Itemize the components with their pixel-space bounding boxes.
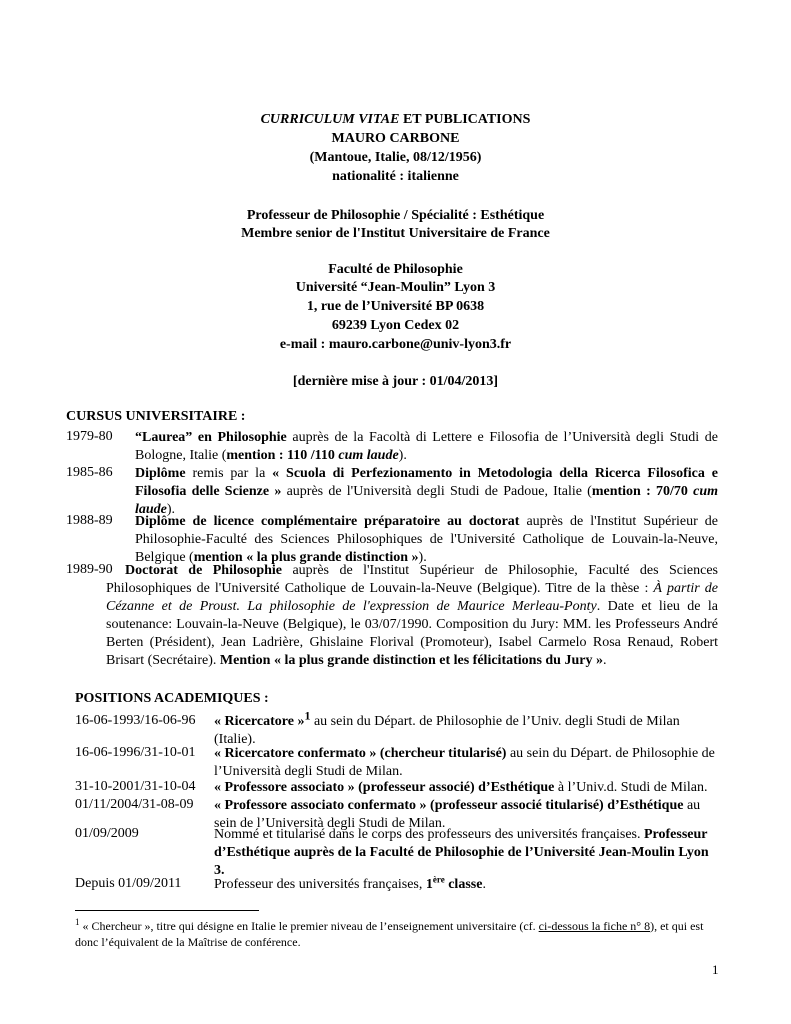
role-line-1: Professeur de Philosophie / Spécialité : Esthétique	[246, 208, 545, 223]
position-entry-3: « Professore associato » (professeur associé) d’Esthétique à l’Univ.d. Studi de Milan.	[214, 780, 708, 795]
footnote-separator	[75, 910, 259, 911]
cursus-date-2: 1985-86	[66, 465, 113, 480]
cursus-date-4: 1989-90	[66, 562, 113, 577]
position-date-3: 31-10-2001/31-10-04	[75, 779, 196, 794]
footnote-ref-1[interactable]: 1	[304, 708, 311, 723]
positions-heading: POSITIONS ACADEMIQUES :	[75, 691, 269, 706]
cursus-heading: CURSUS UNIVERSITAIRE :	[66, 409, 246, 424]
footnote-1: $^1$ « Chercheur », titre qui désigne en Italie le premier niveau de l’enseignement universitaire (cf. ci-dessous la fiche n° 8), et qui est donc l’équivalent de la Maîtrise de conférence.	[75, 917, 704, 949]
author-name: MAURO CARBONE	[331, 131, 460, 146]
address-faculty: Faculté de Philosophie	[328, 262, 463, 277]
email-line: e-mail : mauro.carbone@univ-lyon3.fr	[279, 337, 512, 352]
birth-info: (Mantoue, Italie, 08/12/1956)	[309, 150, 482, 165]
address-city: 69239 Lyon Cedex 02	[331, 318, 460, 333]
cursus-entry-4: Doctorat de Philosophie auprès de l'Institut Supérieur de Philosophie, Faculté des Sciences Philosophiques de l'Université Catholique de Louvain-la-Neuve (Belgique). Titre de la thèse : À partir de Cézanne et de Proust. La philosophie de l'expression de Maurice Merleau-Ponty. Date et lieu de la soutenance: Louvain-la-Neuve (Belgique), le 03/07/1990. Composition du Jury: MM. les Professeurs André Berten (Président), Jean Ladrière, Ghislaine Florival (Promoteur), Isabel Carmelo Rosa Renaud, Robert Brisart (Secrétaire). Mention « la plus grande distinction et les félicitations du Jury ».	[106, 563, 719, 668]
address-street: 1, rue de l’Université BP 0638	[306, 299, 485, 314]
position-date-2: 16-06-1996/31-10-01	[75, 745, 196, 760]
position-entry-6: Professeur des universités françaises, 1ère classe.	[214, 874, 486, 892]
cv-title: CURRICULUM VITAE ET PUBLICATIONS	[260, 112, 531, 127]
position-entry-1: « Ricercatore »$^1$ au sein du Départ. de Philosophie de l’Univ. degli Studi de Milan (Italie).	[214, 708, 680, 747]
cursus-entry-3: Diplôme de licence complémentaire préparatoire au doctorat auprès de l'Institut Supérieur de Philosophie-Faculté des Sciences Philosophiques de l'Université Catholique de Louvain-la-Neuve, Belgique (mention « la plus grande distinction »).	[135, 514, 718, 565]
position-entry-4: « Professore associato confermato » (professeur associé titularisé) d’Esthétique au sein de l’Università degli Studi de Milan.	[214, 798, 701, 831]
position-entry-2: « Ricercatore confermato » (chercheur titularisé) au sein du Départ. de Philosophie de l’Università degli Studi de Milan.	[214, 746, 715, 779]
page-number: 1	[712, 962, 719, 977]
cursus-date-3: 1988-89	[66, 513, 113, 528]
last-update: [dernière mise à jour : 01/04/2013]	[292, 374, 499, 389]
position-date-6: Depuis 01/09/2011	[75, 876, 182, 891]
footnote-link[interactable]: ci-dessous la fiche n° 8	[538, 919, 651, 933]
position-date-4: 01/11/2004/31-08-09	[75, 797, 194, 812]
cursus-date-1: 1979-80	[66, 429, 113, 444]
nationality: nationalité : italienne	[332, 169, 459, 184]
position-date-5: 01/09/2009	[75, 826, 139, 841]
cursus-entry-1: “Laurea” en Philosophie auprès de la Facoltà di Lettere e Filosofia de l’Università degli Studi de Bologne, Italie (mention : 110 /110 cum laude).	[135, 430, 718, 463]
position-date-1: 16-06-1993/16-06-96	[75, 713, 196, 728]
cursus-entry-2: Diplôme remis par la « Scuola di Perfezionamento in Metodologia della Ricerca Filosofica e Filosofia delle Scienze » auprès de l'Università degli Studi de Padoue, Italie (mention : 70/70 cum laude).	[135, 466, 718, 517]
address-university: Université “Jean-Moulin” Lyon 3	[295, 280, 496, 295]
position-entry-5: Nommé et titularisé dans le corps des professeurs des universités françaises. Professeur d’Esthétique auprès de la Faculté de Philosophie de l’Université Jean-Moulin Lyon 3.	[214, 827, 709, 878]
role-line-2: Membre senior de l'Institut Universitaire de France	[241, 226, 550, 241]
